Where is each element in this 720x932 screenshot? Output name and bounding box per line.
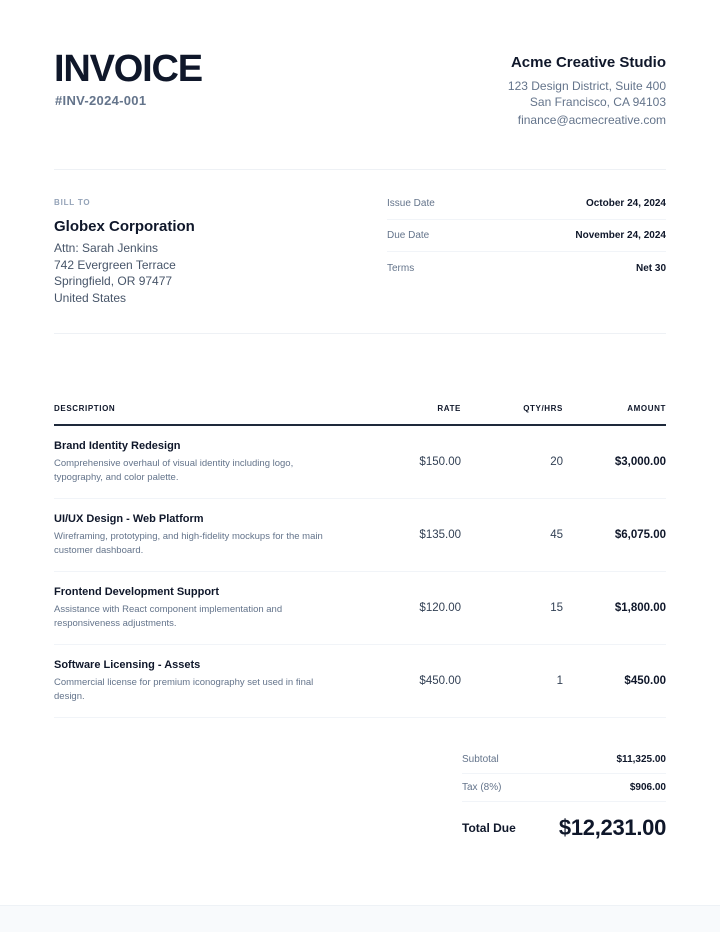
subtotal-label: Subtotal <box>462 754 499 765</box>
totals-section <box>462 746 666 846</box>
bill-to-label: BILL TO <box>54 198 91 207</box>
item-qty: 1 <box>556 675 563 687</box>
company-email: finance@acmecreative.com <box>517 113 666 127</box>
table-row <box>54 499 666 572</box>
item-amount: $6,075.00 <box>614 529 666 541</box>
footer-band <box>0 905 720 932</box>
table-header <box>54 393 666 426</box>
item-title: Software Licensing - Assets <box>54 659 201 671</box>
tax-value: $906.00 <box>629 782 666 793</box>
item-qty: 15 <box>550 602 563 614</box>
item-rate: $150.00 <box>419 456 461 468</box>
total-due-label: Total Due <box>462 821 516 835</box>
company-address-line2: San Francisco, CA 94103 <box>529 95 666 109</box>
item-amount: $450.00 <box>624 675 666 687</box>
item-rate: $120.00 <box>419 602 461 614</box>
item-description: Wireframing, prototyping, and high-fidelity mockups for the main customer dashboard. <box>54 531 323 556</box>
invoice-number: #INV-2024-001 <box>55 93 147 108</box>
client-address-line: United States <box>54 291 127 306</box>
meta-value: October 24, 2024 <box>585 198 666 209</box>
meta-row-terms <box>387 252 666 284</box>
meta-value: Net 30 <box>635 262 666 274</box>
item-description: Comprehensive overhaul of visual identity including logo, typography, and color palette. <box>54 458 294 483</box>
item-description-cell <box>54 586 354 630</box>
item-description-cell <box>54 659 354 703</box>
subtotal-value: $11,325.00 <box>616 754 666 765</box>
client-name: Globex Corporation <box>54 218 195 235</box>
item-description: Commercial license for premium iconography set used in final design. <box>54 677 314 702</box>
invoice-title: INVOICE <box>54 48 202 90</box>
client-address-line: Springfield, OR 97477 <box>54 274 173 289</box>
item-rate: $450.00 <box>419 675 461 687</box>
tax-label: Tax (8%) <box>462 782 502 793</box>
header-qty: QTY/HRS <box>523 404 563 413</box>
company-name: Acme Creative Studio <box>510 54 666 71</box>
header-amount: AMOUNT <box>627 404 666 413</box>
meta-label: Terms <box>387 262 415 274</box>
item-title: Brand Identity Redesign <box>54 440 181 452</box>
client-address <box>54 240 176 307</box>
meta-row-issue-date <box>387 188 666 220</box>
item-amount: $3,000.00 <box>614 456 666 468</box>
total-due-value: $12,231.00 <box>558 815 666 840</box>
item-title: Frontend Development Support <box>54 586 219 598</box>
item-description: Assistance with React component implementation and responsiveness adjustments. <box>54 604 283 629</box>
header-description: DESCRIPTION <box>54 404 116 413</box>
tax-row <box>462 774 666 802</box>
item-amount: $1,800.00 <box>614 602 666 614</box>
table-row <box>54 426 666 499</box>
meta-row-due-date <box>387 220 666 252</box>
section-divider <box>54 333 666 334</box>
header-rate: RATE <box>437 404 461 413</box>
meta-value: November 24, 2024 <box>575 230 666 241</box>
client-address-line: Attn: Sarah Jenkins <box>54 241 159 255</box>
item-description-cell <box>54 440 354 484</box>
line-items-table <box>54 393 666 718</box>
header-divider <box>54 169 666 170</box>
table-row <box>54 645 666 718</box>
total-due-row <box>462 810 666 846</box>
company-info <box>508 54 666 128</box>
item-qty: 45 <box>550 529 563 541</box>
company-address-line1: 123 Design District, Suite 400 <box>507 79 666 93</box>
item-description-cell <box>54 513 354 557</box>
meta-label: Issue Date <box>387 198 435 209</box>
client-address-line: 742 Evergreen Terrace <box>54 257 176 272</box>
meta-label: Due Date <box>387 230 430 241</box>
item-qty: 20 <box>550 456 563 468</box>
item-title: UI/UX Design - Web Platform <box>54 513 204 525</box>
item-rate: $135.00 <box>419 529 461 541</box>
invoice-meta <box>387 188 666 284</box>
subtotal-row <box>462 746 666 774</box>
table-row <box>54 572 666 645</box>
